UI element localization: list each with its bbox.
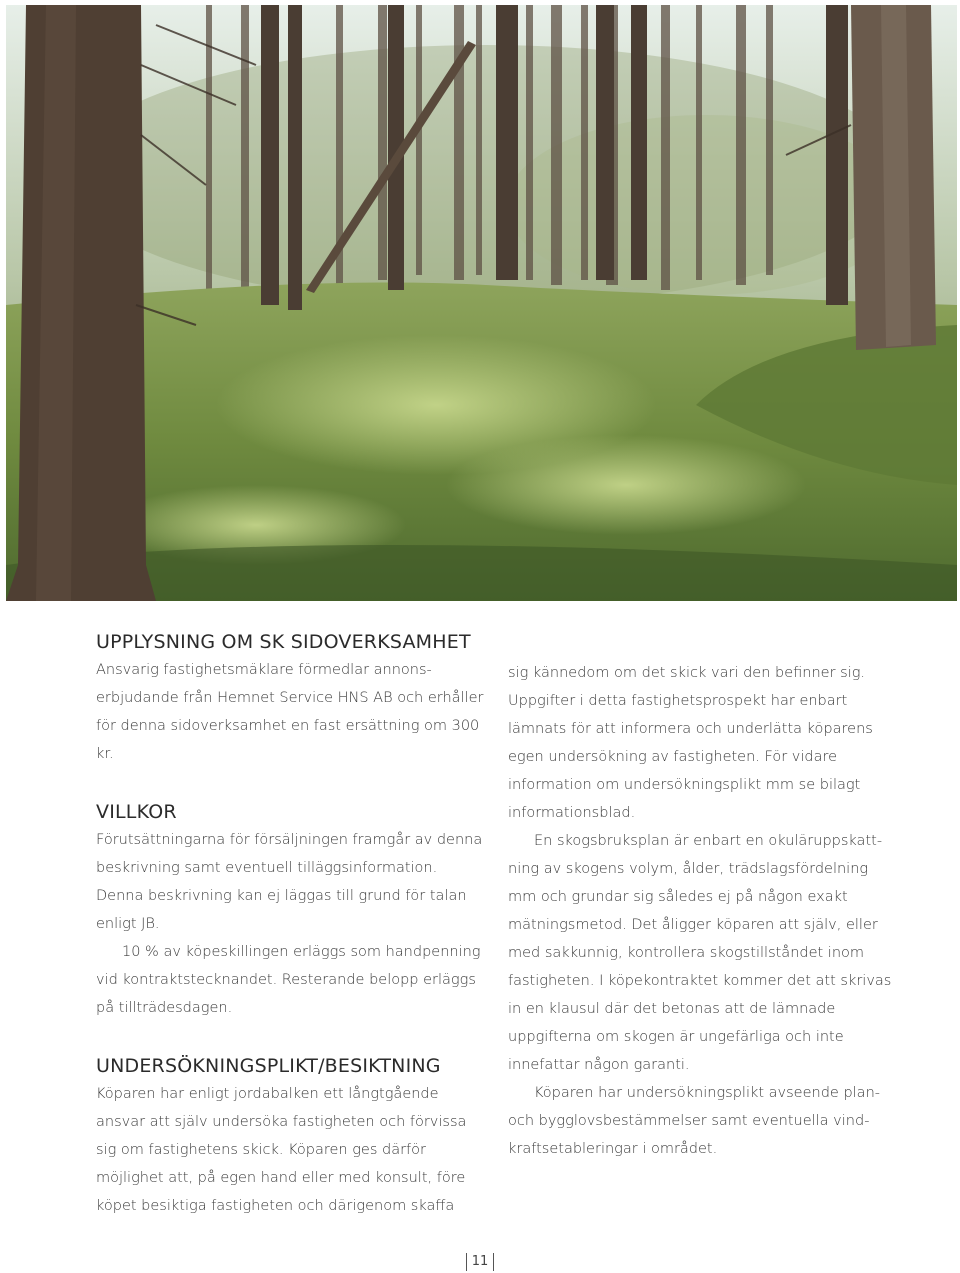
heading-sidoverksamhet: UPPLYSNING OM SK SIDOVERKSAMHET [96,631,471,653]
heading-villkor: VILLKOR [96,801,177,823]
right-column [508,659,898,1163]
paragraph-villkor-1: Förutsättningarna för försäljningen framgår av denna beskrivning samt eventuell tilläggsinformation. Denna beskrivning kan ej läggas till grund för talan enligt JB. [96,832,483,932]
paragraph-right-3: Köparen har undersökningsplikt avseende plan- och bygglovsbestämmelser samt eventuella vindkraftsetableringar i området. [508,1085,880,1157]
paragraph-right-1: sig kännedom om det skick vari den befinner sig. Uppgifter i detta fastighetsprospekt har enbart lämnats för att informera och underlätta köparens egen undersökning av fastigheten. För vidare information om undersökningsplikt mm se bilagt informationsblad. [508,665,873,821]
paragraph-right-2: En skogsbruksplan är enbart en okuläruppskattning av skogens volym, ålder, trädslagsfördelning mm och grundar sig således ej på någon exakt mätningsmetod. Det åligger köparen att själv, eller med sakkunnig, kontrollera skogstillståndet inom fastigheten. I köpekontraktet kommer det att skrivas in en klausul där det betonas att de lämnade uppgifterna om skogen är ungefärliga och inte innefattar någon garanti. [508,833,892,1073]
paragraph-villkor-2: 10 % av köpeskillingen erläggs som handpenning vid kontraktstecknandet. Resterande belopp erläggs på tillträdesdagen. [96,944,481,1016]
folio-left-bar [466,1253,467,1271]
paragraph-sidoverksamhet: Ansvarig fastighetsmäklare förmedlar annonserbjudande från Hemnet Service HNS AB och erhåller för denna sidoverksamhet en fast ersättning om 300 kr. [96,662,484,762]
forest-illustration [6,5,957,601]
left-column [96,628,486,1220]
page-number-text: 11 [471,1254,489,1269]
paragraph-undersokningsplikt: Köparen har enligt jordabalken ett långtgående ansvar att själv undersöka fastigheten och förvissa sig om fastighetens skick. Köparen ges därför möjlighet att, på egen hand eller med konsult, före köpet besiktiga fastigheten och därigenom skaffa [96,1086,467,1214]
heading-undersokningsplikt: UNDERSÖKNINGSPLIKT/BESIKTNING [96,1055,441,1077]
page-number [462,1251,498,1273]
folio-right-bar [493,1253,494,1271]
forest-photo [6,5,957,601]
